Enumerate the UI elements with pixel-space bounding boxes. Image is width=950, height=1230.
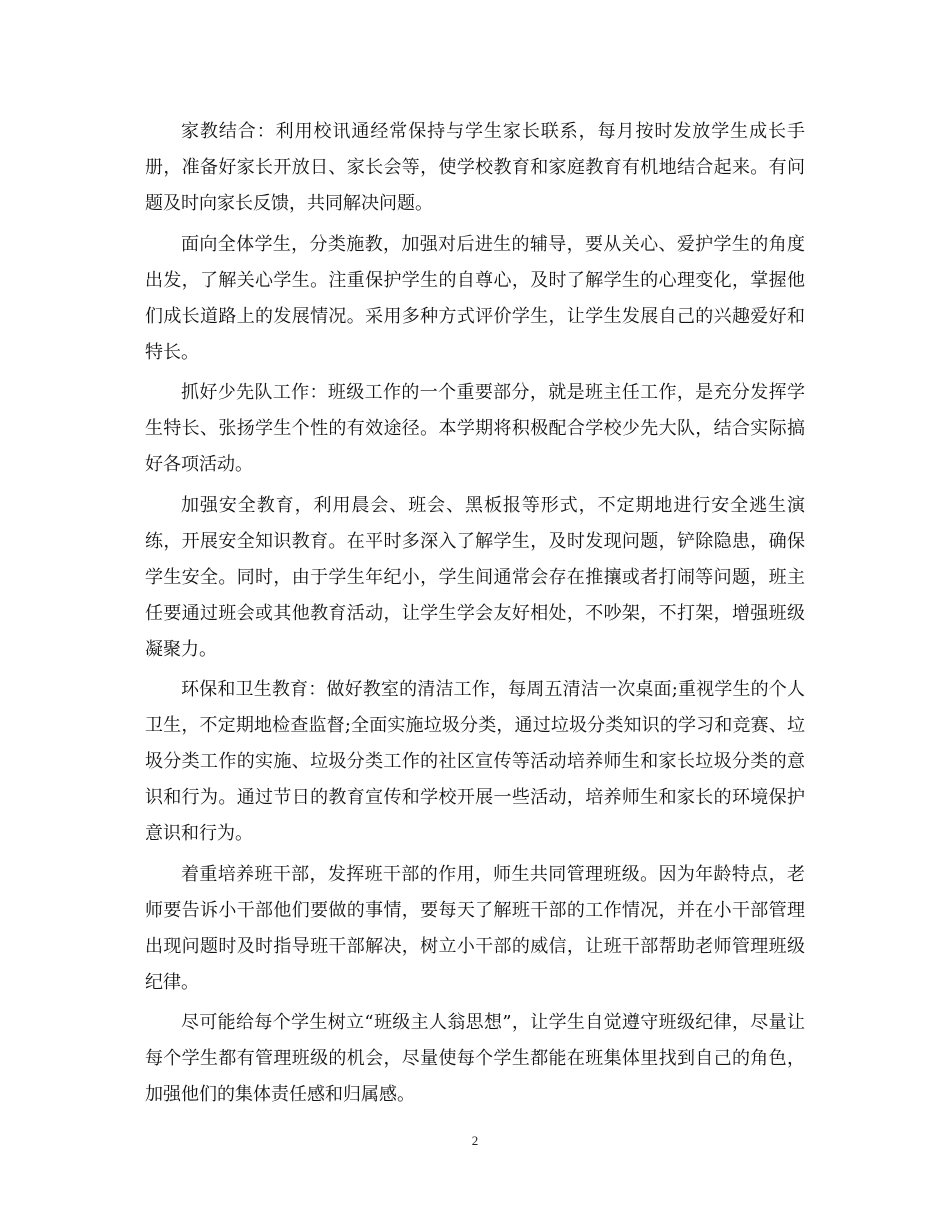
- paragraph-class-cadres: 着重培养班干部，发挥班干部的作用，师生共同管理班级。因为年龄特点，老师要告诉小干部他们要做的事情，要每天了解班干部的工作情况，并在小干部管理出现问题时及时指导班干部解决，树立小干部的威信，让班干部帮助老师管理班级纪律。: [145, 863, 805, 993]
- paragraph-home-school: 家教结合：利用校讯通经常保持与学生家长联系，每月按时发放学生成长手册，准备好家长开放日、家长会等，使学校教育和家庭教育有机地结合起来。有问题及时向家长反馈，共同解决问题。: [145, 121, 805, 214]
- paragraph-hygiene-education: 环保和卫生教育：做好教室的清洁工作，每周五清洁一次桌面;重视学生的个人卫生，不定期地检查监督;全面实施垃圾分类，通过垃圾分类知识的学习和竞赛、垃圾分类工作的实施、垃圾分类工作的社区宣传等活动培养师生和家长垃圾分类的意识和行为。通过节日的教育宣传和学校开展一些活动，培养师生和家长的环境保护意识和行为。: [145, 679, 805, 844]
- paragraph-young-pioneers: 抓好少先队工作：班级工作的一个重要部分，就是班主任工作，是充分发挥学生特长、张扬学生个性的有效途径。本学期将积极配合学校少先大队，结合实际搞好各项活动。: [145, 382, 805, 475]
- paragraph-all-students: 面向全体学生，分类施教，加强对后进生的辅导，要从关心、爱护学生的角度出发，了解关心学生。注重保护学生的自尊心，及时了解学生的心理变化，掌握他们成长道路上的发展情况。采用多种方式评价学生，让学生发展自己的兴趣爱好和特长。: [145, 233, 805, 363]
- paragraph-class-ownership: 尽可能给每个学生树立“班级主人翁思想”，让学生自觉遵守班级纪律，尽量让每个学生都有管理班级的机会，尽量使每个学生都能在班集体里找到自己的角色，加强他们的集体责任感和归属感。: [145, 1012, 805, 1105]
- page-number: 2: [471, 1133, 479, 1148]
- paragraph-safety-education: 加强安全教育，利用晨会、班会、黑板报等形式，不定期地进行安全逃生演练，开展安全知识教育。在平时多深入了解学生，及时发现问题，铲除隐患，确保学生安全。同时，由于学生年纪小，学生间通常会存在推攘或者打闹等问题，班主任要通过班会或其他教育活动，让学生学会友好相处，不吵架，不打架，增强班级凝聚力。: [145, 494, 805, 660]
- document-body: [145, 114, 805, 1118]
